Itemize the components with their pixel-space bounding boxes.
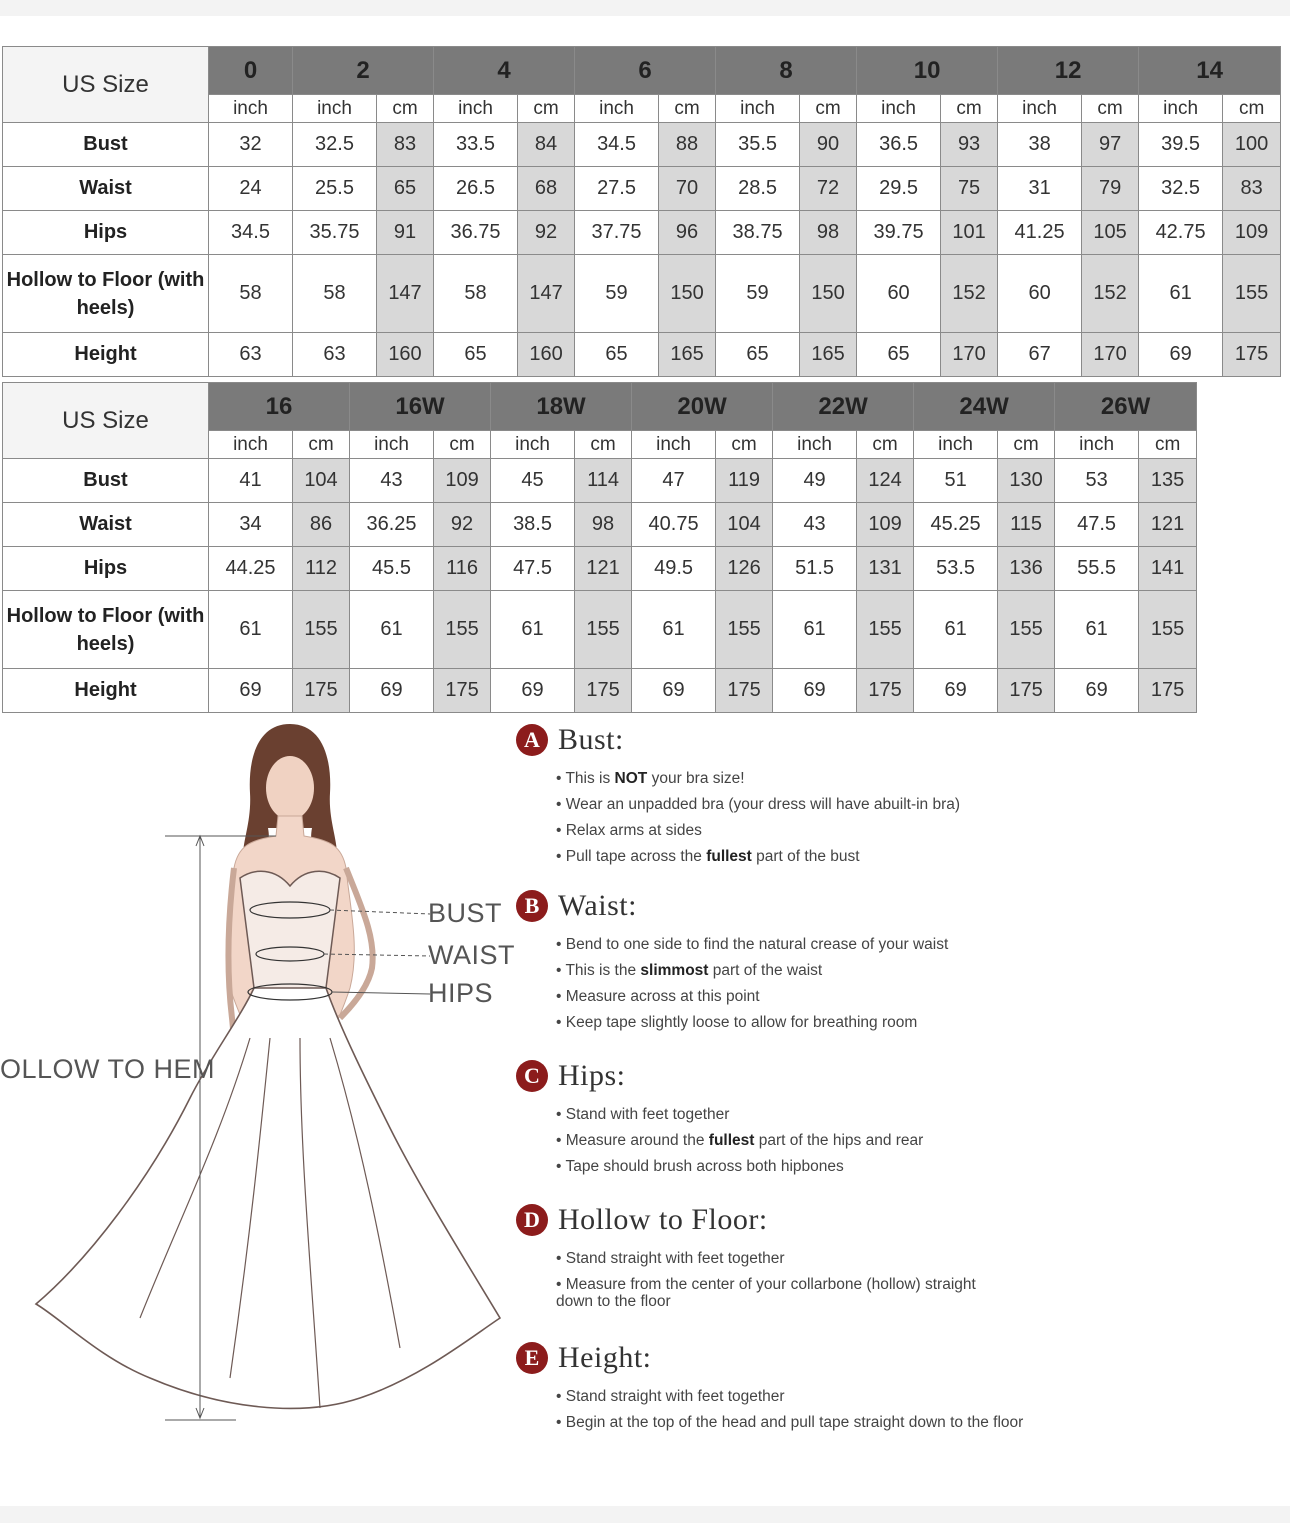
unit-cell: cm [434,431,491,459]
skirt-shape [36,988,500,1408]
table-cell: 65 [575,333,659,377]
unit-cell: cm [941,95,998,123]
table-row [3,547,1197,591]
table-row [3,167,1281,211]
table-cell: 92 [518,211,575,255]
unit-cell: inch [434,95,518,123]
table-cell: 121 [575,547,632,591]
table-cell: 155 [857,591,914,669]
guide-item: • Stand straight with feet together [556,1388,785,1405]
unit-cell: cm [575,431,632,459]
hips-label: HIPS [428,978,494,1008]
table-cell: 38.75 [716,211,800,255]
table-cell: 121 [1139,503,1197,547]
table-cell: 165 [659,333,716,377]
table-cell: 53.5 [914,547,998,591]
letter-badge-icon: C [516,1060,548,1092]
guide-item: • Measure across at this point [556,988,760,1005]
us-size-header: US Size [3,383,209,459]
table-cell: 24 [209,167,293,211]
table-cell: 58 [434,255,518,333]
table-cell: 160 [377,333,434,377]
table-row [3,503,1197,547]
table-cell: 141 [1139,547,1197,591]
unit-cell: inch [1139,95,1223,123]
table-cell: 109 [434,459,491,503]
table-cell: 47.5 [491,547,575,591]
row-label: Hips [3,211,209,255]
table-cell: 135 [1139,459,1197,503]
table-cell: 41 [209,459,293,503]
table-cell: 165 [800,333,857,377]
table-cell: 175 [1139,669,1197,713]
guide-item: • Bend to one side to find the natural crease of your waist [556,936,949,953]
letter-badge-icon: E [516,1342,548,1374]
letter-badge-icon: B [516,890,548,922]
guide-item: • Keep tape slightly loose to allow for breathing room [556,1014,918,1031]
bust-label: BUST [428,898,503,928]
table-cell: 61 [1055,591,1139,669]
unit-cell: cm [518,95,575,123]
unit-cell: inch [293,95,377,123]
table-cell: 155 [1139,591,1197,669]
guide-item: • Begin at the top of the head and pull tape straight down to the floor [556,1414,1024,1431]
row-label: Waist [3,167,209,211]
guide-heading-waist [516,886,637,926]
guide-item: • Measure from the center of your collarbone (hollow) straight down to the floor [556,1276,976,1310]
table-cell: 69 [773,669,857,713]
table-cell: 75 [941,167,998,211]
table-cell: 88 [659,123,716,167]
table-cell: 29.5 [857,167,941,211]
table-row [3,459,1197,503]
table-row [3,255,1281,333]
size-header: 22W [773,383,914,431]
table-cell: 36.75 [434,211,518,255]
table-cell: 44.25 [209,547,293,591]
table-row [3,333,1281,377]
table-cell: 152 [941,255,998,333]
table-cell: 79 [1082,167,1139,211]
guide-heading-hips [516,1056,626,1096]
row-label: Hips [3,547,209,591]
unit-cell: cm [800,95,857,123]
table-cell: 175 [1223,333,1281,377]
table-cell: 150 [659,255,716,333]
table-cell: 33.5 [434,123,518,167]
table-cell: 83 [1223,167,1281,211]
table-row [3,669,1197,713]
table-cell: 28.5 [716,167,800,211]
table-cell: 91 [377,211,434,255]
table-cell: 35.75 [293,211,377,255]
table-cell: 60 [857,255,941,333]
table-cell: 119 [716,459,773,503]
table-cell: 98 [800,211,857,255]
table-cell: 105 [1082,211,1139,255]
letter-badge-icon: D [516,1204,548,1236]
size-header: 16 [209,383,350,431]
guide-item: • This is the slimmost part of the waist [556,962,823,979]
unit-cell: cm [1139,431,1197,459]
table-cell: 124 [857,459,914,503]
table-cell: 112 [293,547,350,591]
table-cell: 98 [575,503,632,547]
table-cell: 65 [857,333,941,377]
table-cell: 38 [998,123,1082,167]
guide-item: • Wear an unpadded bra (your dress will have abuilt-in bra) [556,796,961,813]
unit-cell: inch [209,95,293,123]
unit-cell: cm [1223,95,1281,123]
guide-heading-hollow [516,1200,768,1240]
row-label: Height [3,669,209,713]
table-cell: 155 [998,591,1055,669]
table-cell: 42.75 [1139,211,1223,255]
table-cell: 155 [1223,255,1281,333]
unit-cell: inch [632,431,716,459]
unit-cell: inch [209,431,293,459]
table-cell: 63 [293,333,377,377]
table-cell: 38.5 [491,503,575,547]
table-cell: 109 [1223,211,1281,255]
guide-item: • Stand with feet together [556,1106,730,1123]
table-cell: 101 [941,211,998,255]
table-cell: 36.5 [857,123,941,167]
table-cell: 152 [1082,255,1139,333]
unit-cell: cm [659,95,716,123]
size-table-1 [2,46,1281,377]
table-row [3,591,1197,669]
size-header: 18W [491,383,632,431]
table-cell: 175 [434,669,491,713]
table-cell: 147 [518,255,575,333]
unit-cell: inch [491,431,575,459]
table-cell: 32 [209,123,293,167]
size-header: 20W [632,383,773,431]
table-cell: 65 [377,167,434,211]
table-cell: 61 [1139,255,1223,333]
table-cell: 61 [350,591,434,669]
letter-badge-icon: A [516,724,548,756]
table-cell: 45.25 [914,503,998,547]
table-cell: 100 [1223,123,1281,167]
table-cell: 51.5 [773,547,857,591]
table-cell: 49 [773,459,857,503]
table-cell: 58 [209,255,293,333]
unit-cell: inch [998,95,1082,123]
table-cell: 170 [941,333,998,377]
table-cell: 55.5 [1055,547,1139,591]
table-cell: 45.5 [350,547,434,591]
table-cell: 69 [491,669,575,713]
table-body [3,459,1197,713]
table-cell: 43 [350,459,434,503]
face-shape [266,756,314,820]
table-cell: 90 [800,123,857,167]
table-cell: 61 [491,591,575,669]
table-cell: 69 [1139,333,1223,377]
table-row [3,211,1281,255]
table-cell: 175 [857,669,914,713]
table-cell: 34 [209,503,293,547]
table-cell: 53 [1055,459,1139,503]
guide-heading-bust [516,720,624,760]
table-cell: 84 [518,123,575,167]
table-cell: 97 [1082,123,1139,167]
table-cell: 136 [998,547,1055,591]
table-cell: 68 [518,167,575,211]
guide-title: Waist: [558,889,637,922]
measuring-guide [516,718,1076,1458]
guide-item: • Measure around the fullest part of the hips and rear [556,1132,924,1149]
row-label: Hollow to Floor (with heels) [3,255,209,333]
table-cell: 31 [998,167,1082,211]
unit-cell: cm [377,95,434,123]
table-cell: 147 [377,255,434,333]
guide-heading-height [516,1338,652,1378]
table-cell: 43 [773,503,857,547]
size-header: 2 [293,47,434,95]
table-cell: 126 [716,547,773,591]
size-header: 10 [857,47,998,95]
table-cell: 69 [350,669,434,713]
table-cell: 130 [998,459,1055,503]
guide-title: Height: [558,1341,652,1374]
size-header: 16W [350,383,491,431]
size-header: 26W [1055,383,1197,431]
size-header: 4 [434,47,575,95]
table-cell: 47 [632,459,716,503]
hollow-to-hem-label: OLLOW TO HEM [0,1054,216,1084]
table-cell: 61 [914,591,998,669]
unit-cell: inch [773,431,857,459]
table-cell: 60 [998,255,1082,333]
unit-cell: inch [350,431,434,459]
table-cell: 49.5 [632,547,716,591]
size-header: 0 [209,47,293,95]
table-cell: 65 [716,333,800,377]
table-cell: 61 [632,591,716,669]
table-cell: 115 [998,503,1055,547]
table-cell: 131 [857,547,914,591]
table-cell: 37.75 [575,211,659,255]
guide-title: Hollow to Floor: [558,1203,768,1236]
waist-label: WAIST [428,940,515,970]
table-cell: 40.75 [632,503,716,547]
row-label: Waist [3,503,209,547]
unit-cell: cm [998,431,1055,459]
unit-cell: cm [857,431,914,459]
table-cell: 51 [914,459,998,503]
table-cell: 175 [575,669,632,713]
table-cell: 109 [857,503,914,547]
table-cell: 65 [434,333,518,377]
table-cell: 175 [293,669,350,713]
table-cell: 155 [716,591,773,669]
row-label: Bust [3,123,209,167]
table-cell: 63 [209,333,293,377]
table-row [3,123,1281,167]
table-cell: 69 [1055,669,1139,713]
table-cell: 155 [434,591,491,669]
unit-cell: cm [293,431,350,459]
table-cell: 59 [716,255,800,333]
table-cell: 114 [575,459,632,503]
dress-figure-illustration [0,718,520,1508]
guide-item: • Stand straight with feet together [556,1250,785,1267]
table-cell: 83 [377,123,434,167]
size-header: 14 [1139,47,1281,95]
size-header: 24W [914,383,1055,431]
table-cell: 96 [659,211,716,255]
table-cell: 92 [434,503,491,547]
table-cell: 104 [293,459,350,503]
table-cell: 45 [491,459,575,503]
table-cell: 116 [434,547,491,591]
table-cell: 32.5 [293,123,377,167]
row-label: Height [3,333,209,377]
table-cell: 69 [209,669,293,713]
table-cell: 34.5 [575,123,659,167]
table-cell: 160 [518,333,575,377]
table-cell: 69 [914,669,998,713]
table-cell: 32.5 [1139,167,1223,211]
table-cell: 35.5 [716,123,800,167]
table-cell: 25.5 [293,167,377,211]
unit-cell: inch [716,95,800,123]
table-cell: 27.5 [575,167,659,211]
table-cell: 36.25 [350,503,434,547]
table-cell: 175 [998,669,1055,713]
unit-cell: inch [575,95,659,123]
table-cell: 69 [632,669,716,713]
table-cell: 86 [293,503,350,547]
table-cell: 175 [716,669,773,713]
table-cell: 59 [575,255,659,333]
table-cell: 155 [293,591,350,669]
table-body [3,123,1281,377]
row-label: Bust [3,459,209,503]
unit-cell: inch [914,431,998,459]
table-cell: 72 [800,167,857,211]
table-cell: 93 [941,123,998,167]
size-header: 8 [716,47,857,95]
unit-cell: cm [1082,95,1139,123]
table-cell: 150 [800,255,857,333]
table-cell: 61 [773,591,857,669]
guide-title: Bust: [558,723,624,756]
table-cell: 58 [293,255,377,333]
table-cell: 39.5 [1139,123,1223,167]
unit-cell: cm [716,431,773,459]
table-cell: 155 [575,591,632,669]
guide-item: • Pull tape across the fullest part of the bust [556,848,860,865]
unit-cell: inch [857,95,941,123]
table-cell: 70 [659,167,716,211]
us-size-header: US Size [3,47,209,123]
table-cell: 47.5 [1055,503,1139,547]
table-cell: 39.75 [857,211,941,255]
size-header: 6 [575,47,716,95]
table-cell: 34.5 [209,211,293,255]
guide-item: • Relax arms at sides [556,822,702,839]
table-cell: 67 [998,333,1082,377]
guide-item: • This is NOT your bra size! [556,770,745,787]
table-cell: 26.5 [434,167,518,211]
table-cell: 41.25 [998,211,1082,255]
size-header: 12 [998,47,1139,95]
table-cell: 104 [716,503,773,547]
bodice-shape [240,871,340,995]
guide-item: • Tape should brush across both hipbones [556,1158,844,1175]
size-table-2 [2,382,1197,713]
table-cell: 61 [209,591,293,669]
table-cell: 170 [1082,333,1139,377]
unit-cell: inch [1055,431,1139,459]
row-label: Hollow to Floor (with heels) [3,591,209,669]
guide-title: Hips: [558,1059,626,1092]
